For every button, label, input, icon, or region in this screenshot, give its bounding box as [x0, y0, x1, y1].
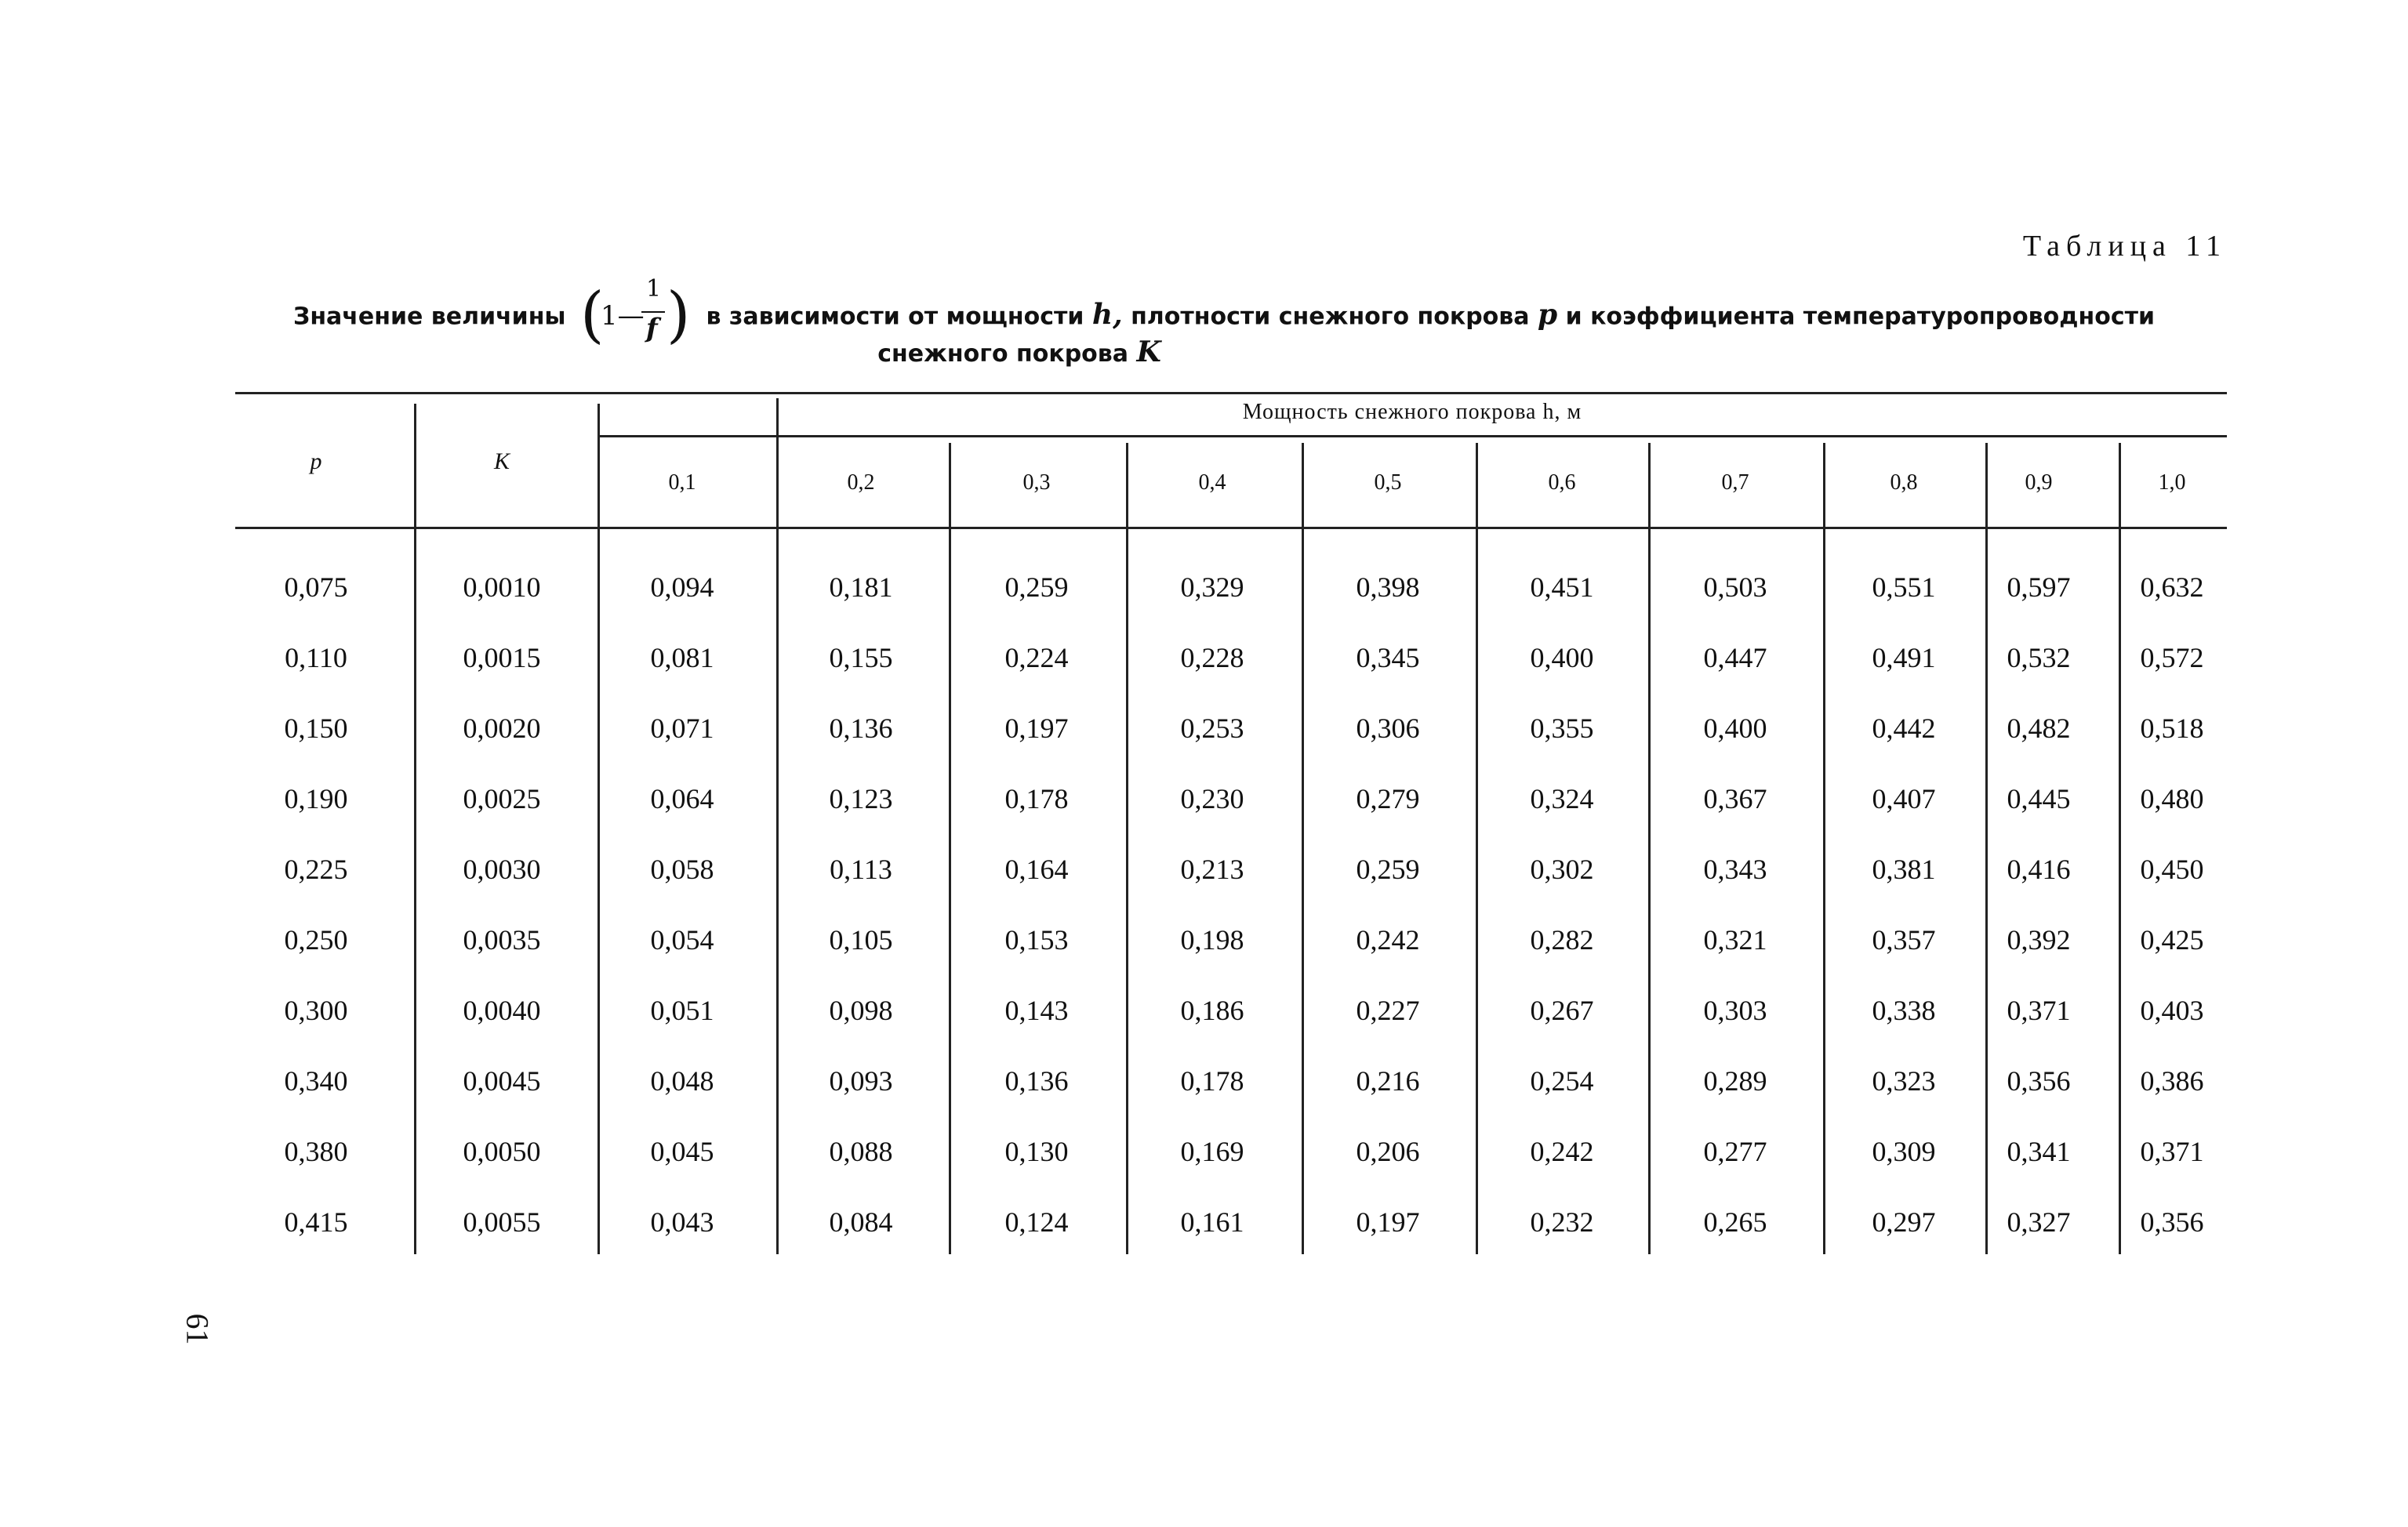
column-divider	[1476, 443, 1478, 1254]
cell-value: 0,164	[1004, 854, 1069, 885]
formula-denominator: f	[646, 313, 658, 344]
cell-value: 0,242	[1530, 1136, 1594, 1167]
cell-value: 0,058	[650, 854, 714, 885]
cell-p: 0,415	[284, 1206, 348, 1238]
cell-value: 0,381	[1872, 854, 1936, 885]
cell-value: 0,113	[830, 854, 892, 885]
header-h-value: 0,2	[847, 470, 875, 495]
caption-middle-3: и коэффициента температуропроводности	[1565, 303, 2156, 331]
cell-value: 0,277	[1703, 1136, 1767, 1167]
cell-value: 0,356	[2007, 1065, 2071, 1097]
header-p: p	[310, 448, 322, 474]
cell-value: 0,213	[1180, 854, 1244, 885]
cell-value: 0,267	[1530, 995, 1594, 1026]
cell-value: 0,105	[829, 924, 893, 956]
cell-p: 0,340	[284, 1065, 348, 1097]
cell-k: 0,0010	[463, 571, 541, 603]
cell-value: 0,357	[1872, 924, 1936, 956]
cell-value: 0,045	[650, 1136, 714, 1167]
cell-value: 0,198	[1180, 924, 1244, 956]
cell-value: 0,306	[1356, 713, 1420, 744]
cell-value: 0,480	[2140, 783, 2204, 814]
cell-value: 0,186	[1180, 995, 1244, 1026]
cell-value: 0,230	[1180, 783, 1244, 814]
cell-p: 0,225	[284, 854, 348, 885]
caption-line-2	[235, 336, 1803, 368]
cell-value: 0,343	[1703, 854, 1767, 885]
cell-value: 0,400	[1530, 642, 1594, 673]
cell-value: 0,345	[1356, 642, 1420, 673]
cell-value: 0,197	[1356, 1206, 1420, 1238]
header-h-value: 1,0	[2158, 470, 2186, 495]
cell-value: 0,153	[1004, 924, 1069, 956]
column-divider	[1126, 443, 1128, 1254]
cell-value: 0,400	[1703, 713, 1767, 744]
cell-value: 0,224	[1004, 642, 1069, 673]
cell-value: 0,341	[2007, 1136, 2071, 1167]
cell-value: 0,081	[650, 642, 714, 673]
cell-value: 0,323	[1872, 1065, 1936, 1097]
cell-value: 0,259	[1356, 854, 1420, 885]
cell-value: 0,303	[1703, 995, 1767, 1026]
cell-value: 0,327	[2007, 1206, 2071, 1238]
cell-value: 0,597	[2007, 571, 2071, 603]
header-bottom-rule	[235, 527, 2227, 529]
column-divider	[1823, 443, 1825, 1254]
cell-value: 0,338	[1872, 995, 1936, 1026]
column-divider	[1302, 443, 1304, 1254]
cell-value: 0,054	[650, 924, 714, 956]
cell-value: 0,503	[1703, 571, 1767, 603]
page-number: 61	[180, 1313, 216, 1345]
cell-p: 0,250	[284, 924, 348, 956]
caption-prefix: Значение величины	[293, 303, 566, 331]
cell-value: 0,084	[829, 1206, 893, 1238]
formula-one-minus-inverse-f	[577, 275, 695, 350]
cell-value: 0,447	[1703, 642, 1767, 673]
cell-value: 0,279	[1356, 783, 1420, 814]
header-h-value: 0,8	[1890, 470, 1918, 495]
cell-value: 0,425	[2140, 924, 2204, 956]
header-h-value: 0,5	[1374, 470, 1402, 495]
cell-value: 0,043	[650, 1206, 714, 1238]
cell-value: 0,297	[1872, 1206, 1936, 1238]
cell-value: 0,123	[829, 783, 893, 814]
header-h-value: 0,3	[1022, 470, 1051, 495]
cell-value: 0,321	[1703, 924, 1767, 956]
cell-value: 0,048	[650, 1065, 714, 1097]
cell-value: 0,242	[1356, 924, 1420, 956]
cell-value: 0,051	[650, 995, 714, 1026]
cell-value: 0,632	[2140, 571, 2204, 603]
column-divider	[949, 443, 951, 1254]
formula-one: 1—	[601, 300, 645, 332]
header-k: K	[493, 448, 510, 474]
caption-line-1	[293, 275, 2156, 350]
cell-value: 0,403	[2140, 995, 2204, 1026]
cell-value: 0,551	[1872, 571, 1936, 603]
cell-value: 0,302	[1530, 854, 1594, 885]
cell-value: 0,178	[1180, 1065, 1244, 1097]
cell-value: 0,228	[1180, 642, 1244, 673]
cell-value: 0,289	[1703, 1065, 1767, 1097]
cell-value: 0,197	[1004, 713, 1069, 744]
cell-value: 0,232	[1530, 1206, 1594, 1238]
cell-k: 0,0050	[463, 1136, 541, 1167]
cell-value: 0,442	[1872, 713, 1936, 744]
cell-value: 0,094	[650, 571, 714, 603]
caption-h-symbol: h,	[1091, 298, 1123, 332]
cell-value: 0,178	[1004, 783, 1069, 814]
cell-value: 0,088	[829, 1136, 893, 1167]
column-divider	[414, 404, 416, 1254]
cell-value: 0,309	[1872, 1136, 1936, 1167]
header-h-value: 0,1	[668, 470, 696, 495]
header-h-value: 0,7	[1721, 470, 1749, 495]
cell-value: 0,398	[1356, 571, 1420, 603]
header-h-value: 0,9	[2025, 470, 2053, 495]
cell-value: 0,407	[1872, 783, 1936, 814]
cell-k: 0,0035	[463, 924, 541, 956]
cell-k: 0,0030	[463, 854, 541, 885]
cell-value: 0,143	[1004, 995, 1069, 1026]
column-divider	[1985, 443, 1988, 1254]
formula-left-paren: (	[580, 280, 605, 350]
formula-right-paren: )	[666, 280, 691, 350]
cell-p: 0,380	[284, 1136, 348, 1167]
cell-p: 0,150	[284, 713, 348, 744]
cell-value: 0,093	[829, 1065, 893, 1097]
column-divider	[776, 398, 779, 1254]
cell-value: 0,206	[1356, 1136, 1420, 1167]
cell-value: 0,071	[650, 713, 714, 744]
header-h-value: 0,4	[1198, 470, 1226, 495]
formula-numerator: 1	[646, 275, 662, 303]
header-h-value: 0,6	[1548, 470, 1576, 495]
cell-value: 0,450	[2140, 854, 2204, 885]
cell-value: 0,259	[1004, 571, 1069, 603]
cell-p: 0,075	[284, 571, 348, 603]
cell-value: 0,265	[1703, 1206, 1767, 1238]
column-divider	[597, 404, 600, 1254]
cell-k: 0,0040	[463, 995, 541, 1026]
header-thickness-group: Мощность снежного покрова h, м	[1242, 400, 1582, 424]
cell-value: 0,282	[1530, 924, 1594, 956]
cell-value: 0,155	[829, 642, 893, 673]
cell-value: 0,482	[2007, 713, 2071, 744]
cell-value: 0,416	[2007, 854, 2071, 885]
cell-value: 0,064	[650, 783, 714, 814]
cell-value: 0,130	[1004, 1136, 1069, 1167]
cell-value: 0,371	[2140, 1136, 2204, 1167]
caption-line-2-text: снежного покрова	[877, 340, 1129, 368]
cell-p: 0,110	[285, 642, 347, 673]
caption-p-symbol: p	[1537, 298, 1558, 332]
cell-value: 0,169	[1180, 1136, 1244, 1167]
cell-value: 0,356	[2140, 1206, 2204, 1238]
cell-value: 0,355	[1530, 713, 1594, 744]
cell-value: 0,518	[2140, 713, 2204, 744]
cell-value: 0,371	[2007, 995, 2071, 1026]
cell-p: 0,300	[284, 995, 348, 1026]
column-divider	[1648, 443, 1651, 1254]
cell-value: 0,161	[1180, 1206, 1244, 1238]
caption-middle-2: плотности снежного покрова	[1131, 303, 1530, 331]
column-divider	[2119, 443, 2121, 1254]
cell-value: 0,324	[1530, 783, 1594, 814]
cell-value: 0,445	[2007, 783, 2071, 814]
table-label: Таблица 11	[2022, 230, 2227, 263]
cell-value: 0,124	[1004, 1206, 1069, 1238]
cell-value: 0,181	[829, 571, 893, 603]
cell-value: 0,136	[829, 713, 893, 744]
cell-p: 0,190	[284, 783, 348, 814]
caption-middle-1: в зависимости от мощности	[706, 303, 1084, 331]
cell-value: 0,254	[1530, 1065, 1594, 1097]
group-header-rule	[597, 435, 2227, 437]
cell-value: 0,451	[1530, 571, 1594, 603]
cell-value: 0,253	[1180, 713, 1244, 744]
cell-value: 0,098	[829, 995, 893, 1026]
cell-k: 0,0045	[463, 1065, 541, 1097]
cell-value: 0,386	[2140, 1065, 2204, 1097]
cell-value: 0,329	[1180, 571, 1244, 603]
table-top-rule	[235, 392, 2227, 394]
cell-value: 0,367	[1703, 783, 1767, 814]
cell-value: 0,491	[1872, 642, 1936, 673]
cell-value: 0,216	[1356, 1065, 1420, 1097]
cell-value: 0,136	[1004, 1065, 1069, 1097]
cell-k: 0,0020	[463, 713, 541, 744]
cell-value: 0,227	[1356, 995, 1420, 1026]
cell-k: 0,0025	[463, 783, 541, 814]
cell-value: 0,532	[2007, 642, 2071, 673]
cell-k: 0,0015	[463, 642, 541, 673]
table-caption	[235, 270, 2196, 380]
caption-k-symbol: K	[1136, 336, 1161, 368]
cell-value: 0,392	[2007, 924, 2071, 956]
cell-value: 0,572	[2140, 642, 2204, 673]
cell-k: 0,0055	[463, 1206, 541, 1238]
